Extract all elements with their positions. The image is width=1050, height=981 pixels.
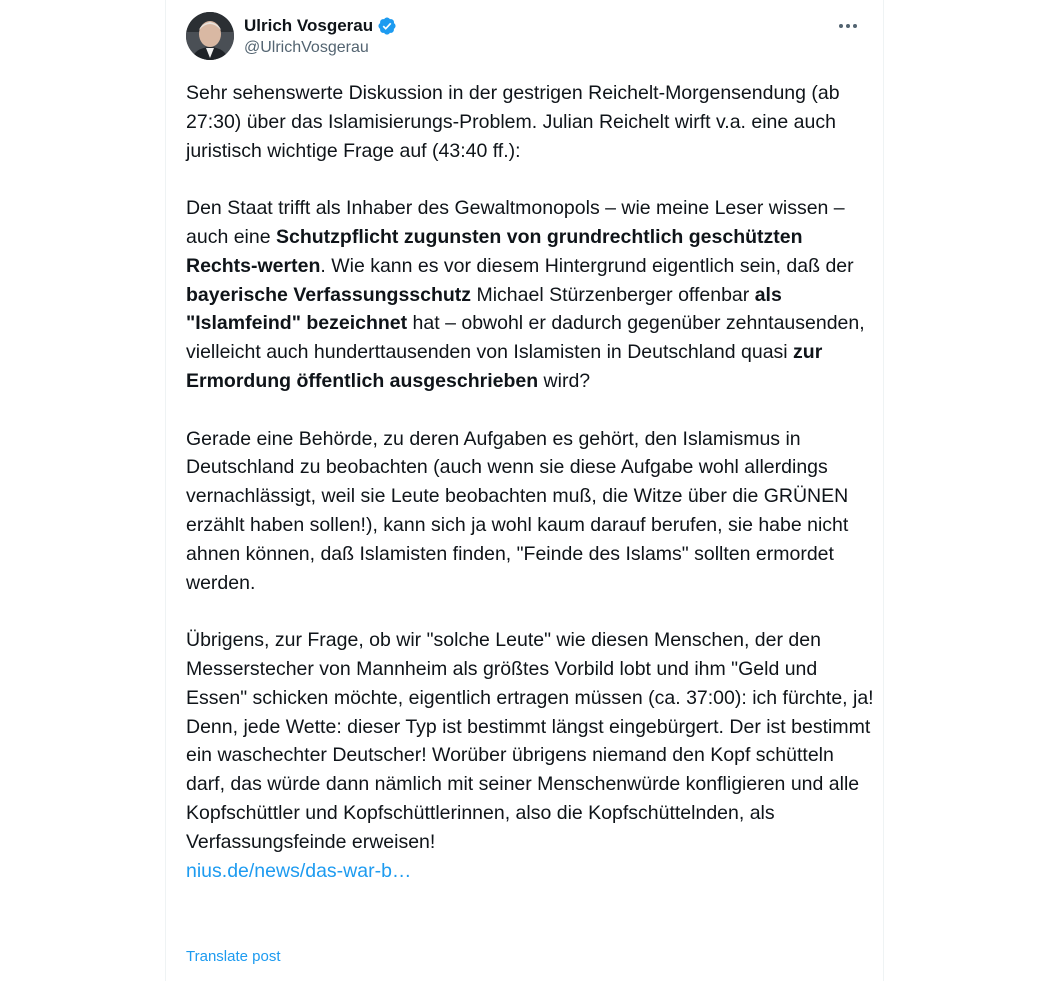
avatar-image (186, 12, 234, 60)
text-segment: wird? (538, 369, 591, 392)
post-card (165, 0, 884, 981)
verified-badge-icon[interactable] (377, 16, 397, 36)
translate-post-button[interactable]: Translate post (186, 948, 281, 965)
post-paragraph-1: Sehr sehenswerte Diskussion in der gestrigen Reichelt-Morgensendung (ab 27:30) über das Islamisierungs-Problem. Julian Reichelt wirft v.a. eine auch juristisch wichtige Frage auf (43:40 ff.): (186, 82, 840, 162)
post-paragraph-4: Übrigens, zur Frage, ob wir "solche Leute" wie diesen Menschen, der den Messerstecher von Mannheim als größtes Vorbild lobt und ihm "Geld und Essen" schicken möchte, eigentlich ertragen müssen (ca. 37:00): ich fürchte, ja! Denn, jede Wette: dieser Typ ist bestimmt längst eingebürgert. Der ist bestimmt ein waschechter Deutscher! Worüber übrigens niemand den Kopf schütteln darf, das würde dann nämlich mit seiner Menschenwürde konfligieren und alle Kopfschüttler und Kopfschüttlerinnen, also die Kopfschüttelnden, als Verfassungsfeinde erweisen! (186, 629, 874, 853)
name-row (244, 14, 397, 38)
text-segment: hat – obwohl er dadurch gegenüber zehntausenden, vielleicht auch hunderttausenden von Islamisten in Deutschland quasi (186, 312, 865, 364)
bold-segment: als "Islamfeind" bezeichnet (186, 283, 782, 335)
bold-segment: Schutzpflicht zugunsten von grundrechtlich geschützten Rechts-werten (186, 225, 803, 277)
author-names (244, 14, 397, 57)
avatar[interactable] (186, 12, 234, 60)
post-paragraph-3: Gerade eine Behörde, zu deren Aufgaben es gehört, den Islamismus in Deutschland zu beobachten (auch wenn sie diese Aufgabe wohl allerdings vernachlässigt, weil sie Leute beobachten muß, die Witze über die GRÜNEN erzählt haben sollen!), kann sich ja wohl kaum darauf berufen, sie habe nicht ahnen können, daß Islamisten finden, "Feinde des Islams" sollten ermordet werden. (186, 427, 849, 594)
post-paragraph-2 (186, 194, 876, 396)
more-horizontal-icon[interactable] (833, 16, 863, 36)
post-header (186, 12, 867, 62)
text-segment: Den Staat trifft als Inhaber des Gewaltmonopols – wie meine Leser wissen – auch eine (186, 197, 845, 248)
author-handle[interactable]: @UlrichVosgerau (244, 39, 369, 56)
text-segment: Michael Stürzenberger offenbar (471, 283, 755, 306)
text-segment: . Wie kann es vor diesem Hintergrund eigentlich sein, daß der (320, 254, 854, 277)
bold-segment: bayerische Verfassungsschutz (186, 283, 472, 306)
post-text (186, 79, 876, 885)
post-link[interactable]: nius.de/news/das-war-b… (186, 859, 412, 882)
bold-segment: zur Ermordung öffentlich ausgeschrieben (186, 341, 823, 392)
author-name[interactable]: Ulrich Vosgerau (244, 16, 374, 35)
